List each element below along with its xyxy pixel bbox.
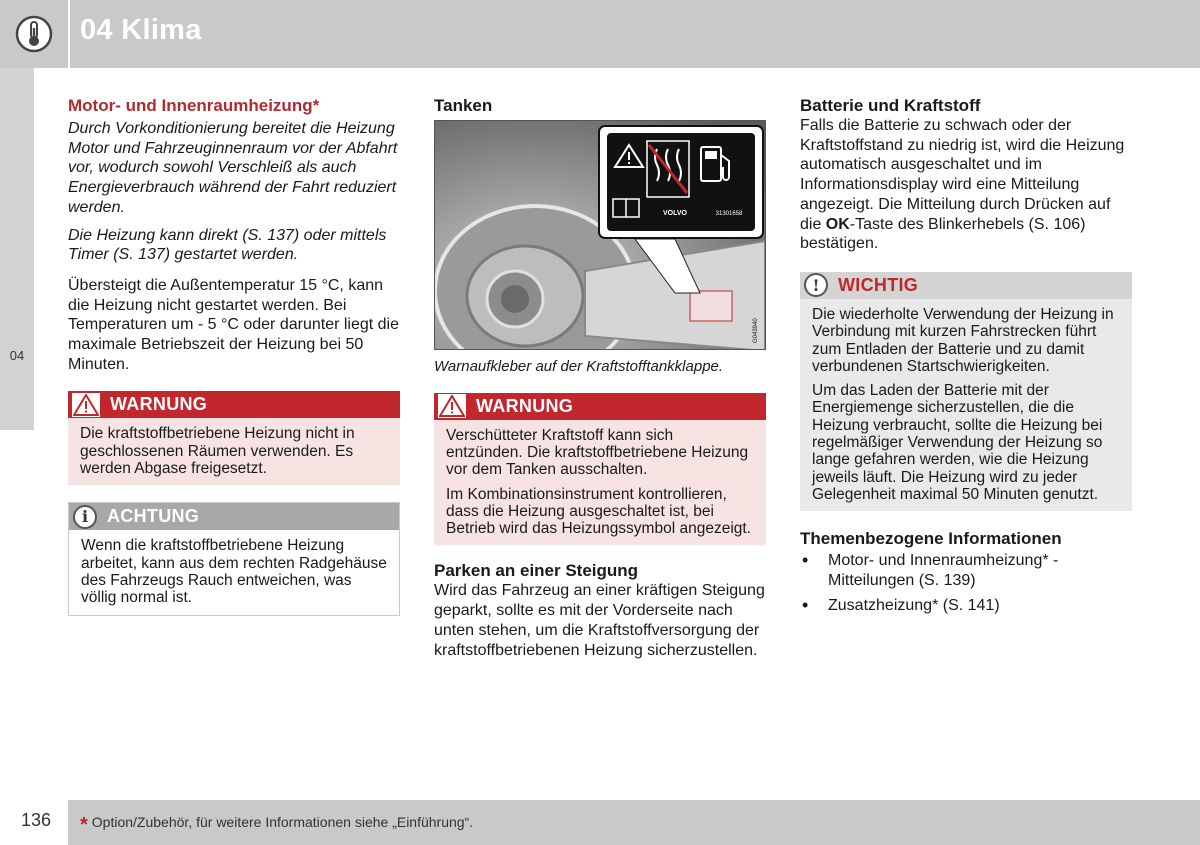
fuel-flap-illustration — [435, 121, 766, 350]
chapter-title: 04 Klima — [80, 14, 202, 46]
chapter-side-tab-label: 04 — [9, 348, 25, 363]
achtung-text: Wenn die kraftstoffbetriebene Heizung arbeitet, kann aus dem rechten Radgehäuse des Fahrzeugs Rauch entweichen, was völlig normal ist. — [81, 537, 387, 607]
warning-box — [68, 391, 400, 485]
warning-box-header — [68, 391, 400, 418]
header-separator — [68, 0, 70, 68]
wichtig-box-header — [800, 272, 1132, 299]
footer-note-text: Option/Zubehör, für weitere Informationen siehe „Einführung“. — [91, 814, 474, 830]
warning-text: Die kraftstoffbetriebene Heizung nicht in geschlossenen Räumen verwenden. Es werden Abgase freigesetzt. — [80, 425, 355, 478]
achtung-box-header — [69, 503, 399, 530]
column-3 — [800, 96, 1132, 620]
info-icon: i — [73, 505, 97, 529]
fuel-flap-image — [434, 120, 766, 350]
batterie-paragraph — [800, 116, 1132, 254]
footer-note — [80, 814, 473, 837]
exclamation-icon: ! — [804, 273, 828, 297]
column-1 — [68, 96, 400, 616]
image-code: G043940 — [753, 318, 759, 343]
parken-paragraph: Wird das Fahrzeug an einer kräftigen Steigung geparkt, sollte es mit der Vorderseite nach unten stehen, um die Kraftstoffversorgung der kraftstoffbetriebenen Heizung sicherzustellen. — [434, 582, 765, 659]
warning-triangle-icon — [72, 393, 100, 417]
section-heading-batterie: Batterie und Kraftstoff — [800, 96, 981, 115]
warning-box-tanken-header — [434, 393, 766, 420]
warning-label: WARNUNG — [476, 395, 574, 416]
warning-box-tanken — [434, 393, 766, 546]
related-info-list — [800, 551, 1132, 615]
related-link-mitteilungen[interactable]: • Motor- und Innenraumheizung* - Mitteilungen (S. 139) — [800, 551, 1132, 590]
column-2 — [434, 96, 766, 660]
related-link-zusatzheizung[interactable]: • Zusatzheizung* (S. 141) — [800, 596, 1132, 616]
thermometer-icon — [14, 14, 54, 54]
chapter-icon-box — [0, 0, 68, 68]
page-footer — [68, 800, 1200, 845]
batterie-text-b: -Taste des Blinkerhebels (S. 106) bestätigen. — [800, 215, 1086, 253]
body-paragraph: Übersteigt die Außentemperatur 15 °C, kann die Heizung nicht gestartet werden. Bei Temperaturen um - 5 °C oder darunter liegt die maximale Betriebszeit der Heizung bei 50 Minuten. — [68, 276, 400, 373]
wichtig-label: WICHTIG — [838, 274, 919, 295]
achtung-label: ACHTUNG — [107, 506, 200, 527]
warning-box-tanken-body — [434, 420, 766, 546]
intro-paragraph-2: Die Heizung kann direkt (S. 137) oder mittels Timer (S. 137) gestartet werden. — [68, 226, 387, 264]
page-header — [0, 0, 1200, 68]
section-heading-parken: Parken an einer Steigung — [434, 561, 639, 581]
achtung-box-body — [69, 530, 399, 614]
warning-text-2: Im Kombinationsinstrument kontrollieren, dass die Heizung ausgeschaltet ist, bei Betrieb wird das Heizungssymbol angezeigt. — [446, 485, 751, 538]
wichtig-text-2: Um das Laden der Batterie mit der Energiemenge sicherzustellen, die die Heizung verbraucht, sollte die Heizung bei regelmäßiger Verwendung der Heizung so lange gefahren werden, wie die Heizung jeweils läuft. Die Heizung wird zu jeder Gelegenheit maximal 50 Minuten genutzt. — [812, 382, 1103, 503]
footer-asterisk: * — [80, 814, 88, 836]
section-heading-tanken: Tanken — [434, 96, 493, 115]
wichtig-box-body — [800, 299, 1132, 511]
wichtig-text-1: Die wiederholte Verwendung der Heizung in Verbindung mit kurzen Fahrstrecken führt zum Entladen der Batterie und zu damit verbundenen Startschwierigkeiten. — [812, 305, 1114, 375]
warning-text-1: Verschütteter Kraftstoff kann sich entzünden. Die kraftstoffbetriebene Heizung vor dem Tanken ausschalten. — [446, 426, 749, 479]
intro-paragraph: Durch Vorkonditionierung bereitet die Heizung Motor und Fahrzeuginnenraum vor der Abfahrt vor, wodurch sowohl Verschleiß als auch Energieverbrauch während der Fahrt reduziert werden. — [68, 120, 398, 216]
warning-box-body — [68, 418, 400, 485]
warning-label: WARNUNG — [110, 394, 208, 415]
section-heading-heizung: Motor- und Innenraumheizung* — [68, 96, 320, 115]
sticker-brand: VOLVO — [663, 210, 687, 217]
sticker-code: 31301658 — [715, 211, 743, 217]
achtung-box — [68, 502, 400, 615]
batterie-text-a: Falls die Batterie zu schwach oder der Kraftstoffstand zu niedrig ist, wird die Heizung automatisch ausgeschaltet und im Informationsdisplay wird eine Mitteilung angezeigt. Die Mitteilung durch Drücken auf die — [800, 117, 1125, 233]
wichtig-box — [800, 272, 1132, 511]
related-info-heading: Themenbezogene Informationen — [800, 529, 1062, 549]
chapter-side-tab — [0, 68, 34, 430]
ok-key-label: OK — [825, 215, 850, 233]
page-number: 136 — [20, 810, 52, 830]
warning-triangle-icon — [438, 394, 466, 418]
image-caption: Warnaufkleber auf der Kraftstofftankklappe. — [434, 358, 724, 375]
